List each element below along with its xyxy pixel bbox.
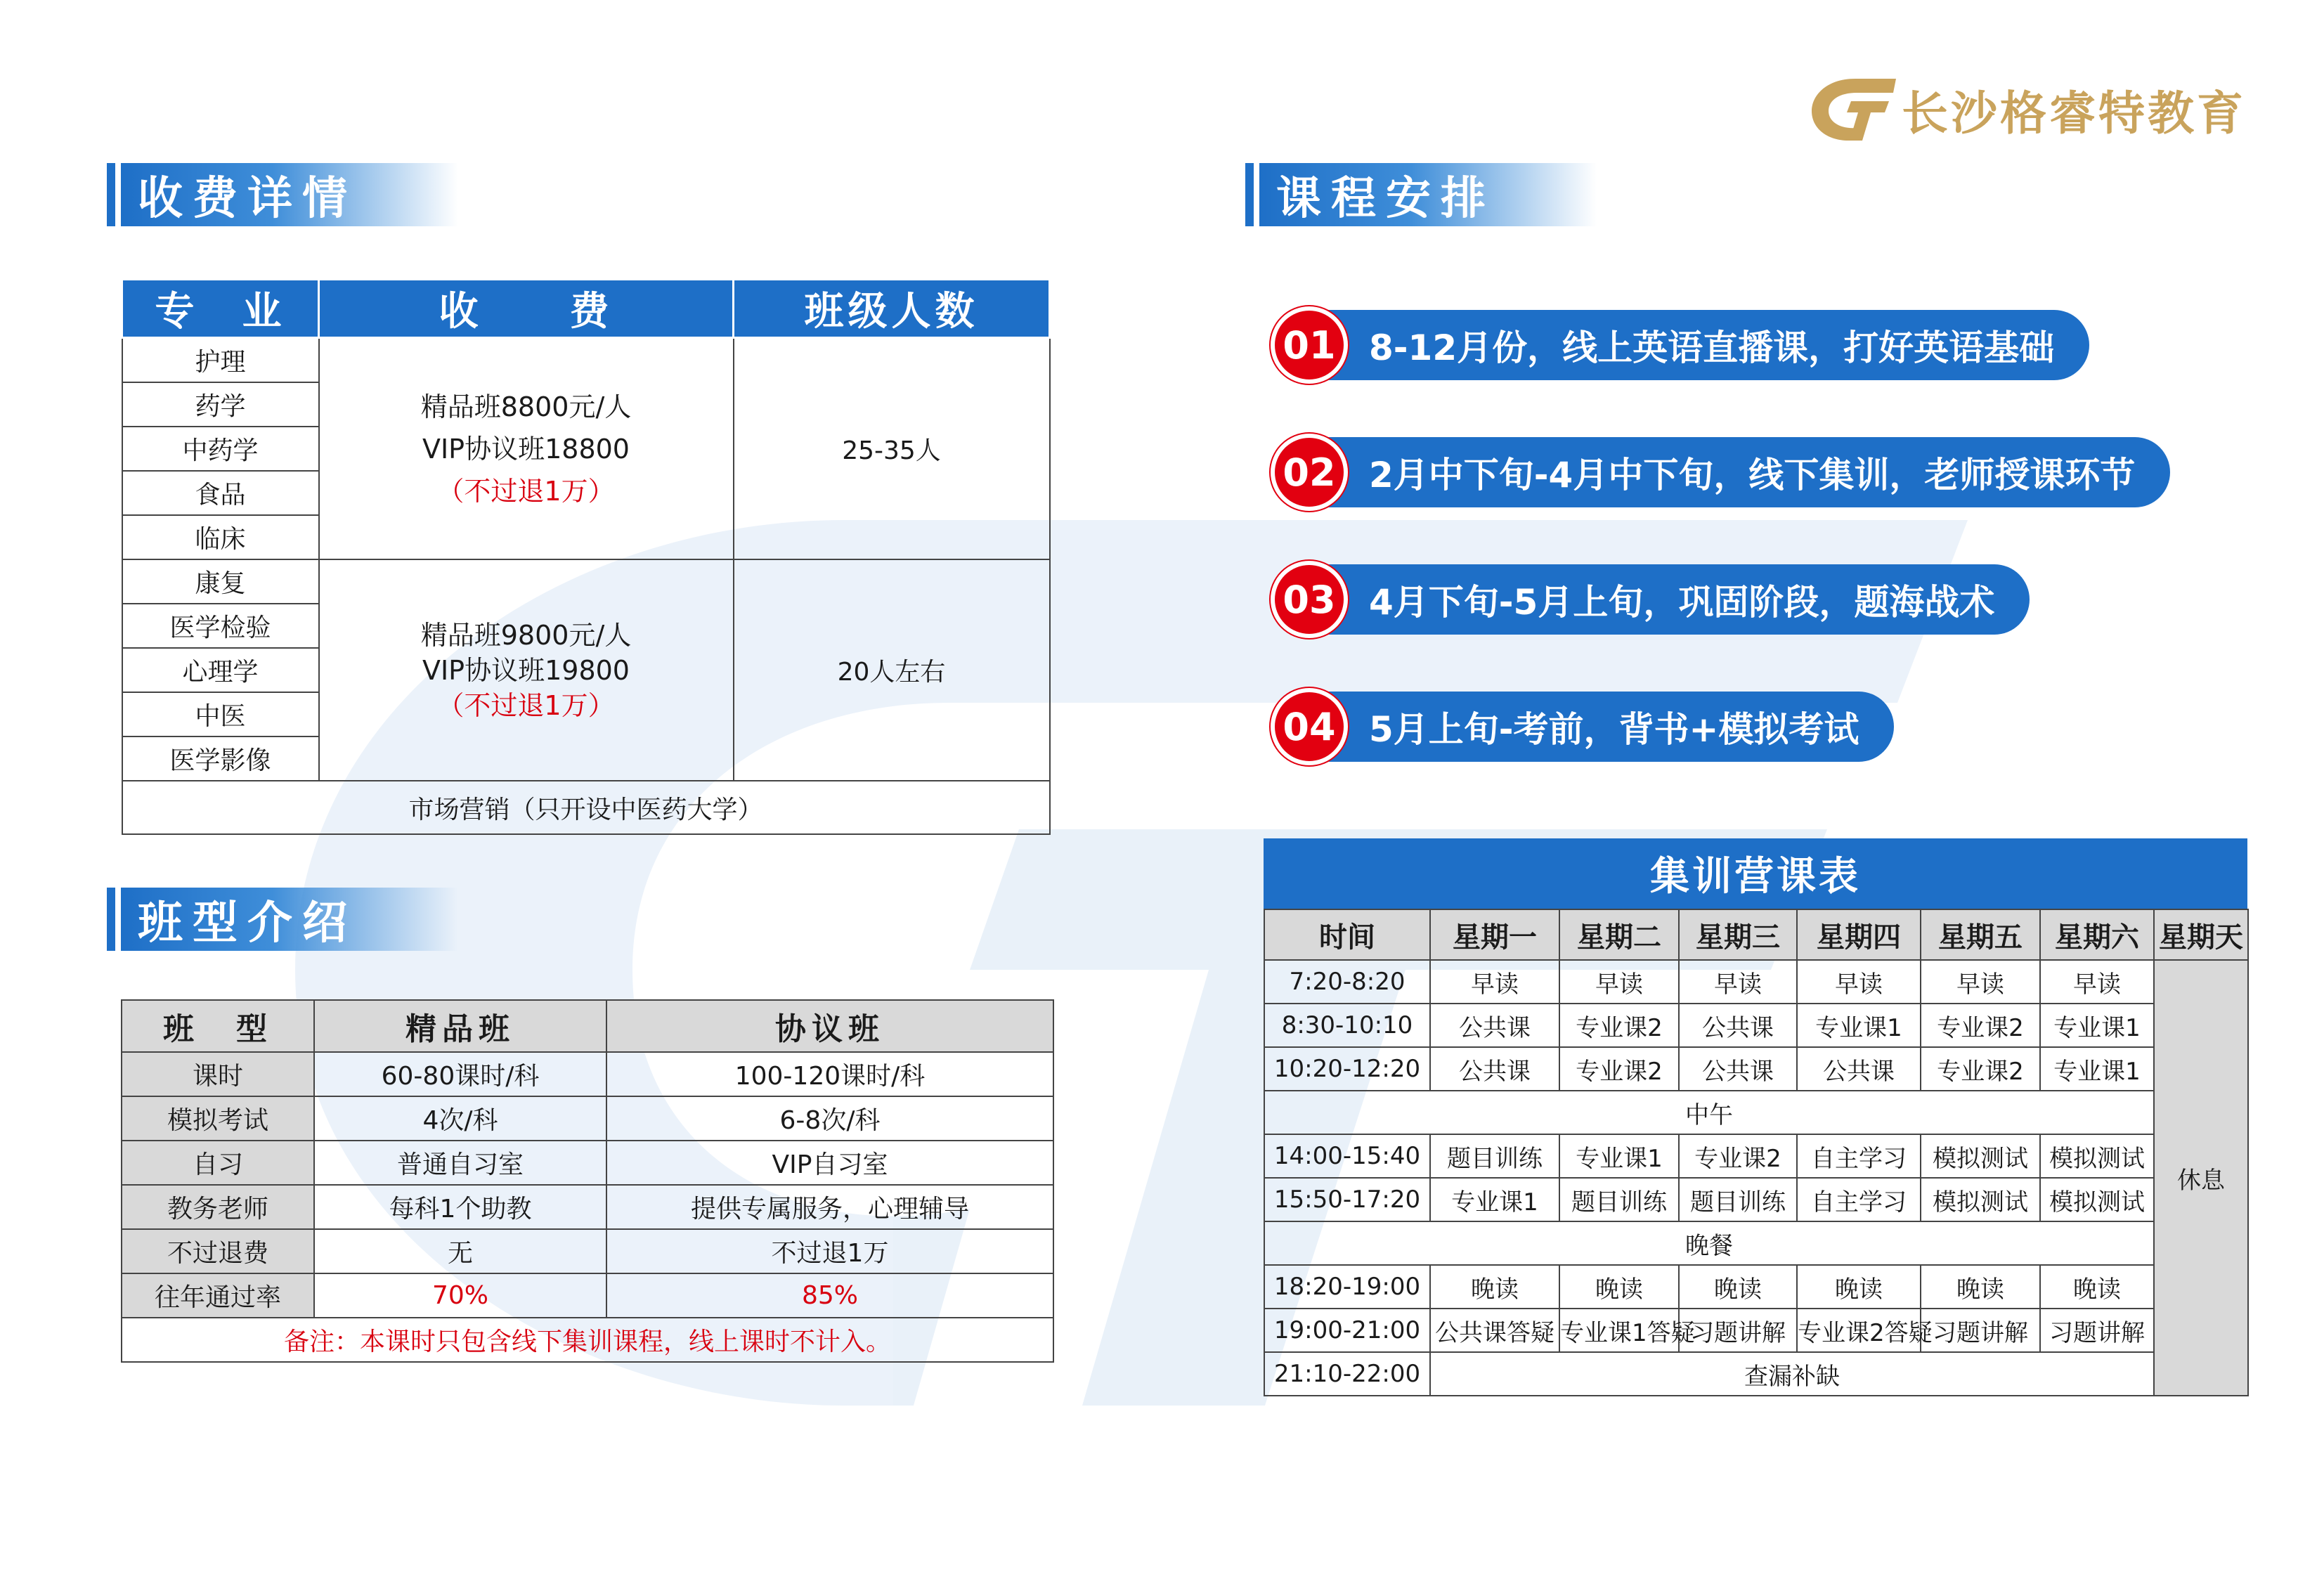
vip-cell: 提供专属服务，心理辅导 [606,1185,1053,1229]
step-bar [1320,692,1894,762]
table-row [122,1141,1053,1185]
schedule-cell: 早读 [1797,960,1921,1004]
schedule-cell: 晚读 [1430,1265,1559,1309]
step-bar [1320,437,2170,507]
schedule-cell: 公共课 [1797,1047,1921,1091]
break-row-dinner: 晚餐 [1264,1221,2154,1265]
header-sunday: 星期天 [2154,909,2248,960]
header-major: 专 业 [122,280,319,338]
major-cell: 医学检验 [122,604,319,648]
major-cell: 中医 [122,692,319,736]
premium-cell: 4次/科 [314,1096,606,1141]
major-cell: 食品 [122,471,319,515]
course-step-01 [1271,306,2089,384]
schedule-cell: 早读 [1921,960,2040,1004]
row-label: 教务老师 [122,1185,314,1229]
step-text: 2月中下旬-4月中下旬，线下集训，老师授课环节 [1369,455,2136,495]
schedule-cell: 题目训练 [1430,1134,1559,1178]
header-tuesday: 星期二 [1559,909,1679,960]
table-row [1264,1309,2248,1352]
schedule-cell: 早读 [2040,960,2154,1004]
vip-cell: 不过退1万 [606,1229,1053,1273]
row-label: 不过退费 [122,1229,314,1273]
header-class-type: 班 型 [122,1000,314,1052]
row-label: 模拟考试 [122,1096,314,1141]
table-row [1264,1047,2248,1091]
step-number-badge: 04 [1271,688,1348,765]
section-title-bg [121,888,458,951]
section-title-course-plan: 课程安排 [1276,173,1495,225]
step-text: 5月上旬-考前，背书+模拟考试 [1369,709,1859,750]
premium-cell: 无 [314,1229,606,1273]
schedule-cell: 早读 [1559,960,1679,1004]
header-friday: 星期五 [1921,909,2040,960]
time-cell: 21:10-22:00 [1264,1352,1430,1396]
fee-header-row [122,280,1050,338]
step-text: 8-12月份，线上英语直播课，打好英语基础 [1369,327,2055,368]
time-cell: 8:30-10:10 [1264,1004,1430,1047]
table-row [1264,1134,2248,1178]
schedule-cell: 习题讲解 [1921,1309,2040,1352]
schedule-cell: 专业课1答疑 [1559,1309,1679,1352]
table-row [122,1318,1053,1362]
fee-table [121,278,1051,835]
schedule-cell: 题目训练 [1679,1178,1797,1221]
section-bar [1245,163,1254,226]
schedule-cell: 公共课答疑 [1430,1309,1559,1352]
schedule-cell: 模拟测试 [2040,1178,2154,1221]
schedule-cell: 自主学习 [1797,1134,1921,1178]
table-row [122,559,1050,604]
price-cell-group2 [319,559,734,781]
price-line: 精品班9800元/人 [420,619,632,651]
table-row [1264,1221,2248,1265]
table-row [1264,1352,2248,1396]
course-step-03 [1271,561,2030,638]
schedule-cell: 公共课 [1679,1004,1797,1047]
schedule-cell: 晚读 [2040,1265,2154,1309]
schedule-cell: 专业课1 [1797,1004,1921,1047]
premium-cell: 普通自习室 [314,1141,606,1185]
vip-cell: 100-120课时/科 [606,1052,1053,1096]
row-label: 往年通过率 [122,1273,314,1318]
section-bar [107,163,115,226]
schedule-title: 集训营课表 [1264,838,2247,909]
header-monday: 星期一 [1430,909,1559,960]
brand-header [1806,70,2256,148]
schedule-cell: 专业课1 [2040,1047,2154,1091]
header-class-size: 班级人数 [734,280,1050,338]
course-step-02 [1271,434,2170,511]
vip-pass-rate: 85% [606,1273,1053,1318]
time-cell: 15:50-17:20 [1264,1178,1430,1221]
schedule-cell: 专业课1 [1430,1178,1559,1221]
price-cell-group1 [319,338,734,560]
schedule-cell: 公共课 [1679,1047,1797,1091]
schedule-cell: 专业课2 [1921,1047,2040,1091]
row-label: 自习 [122,1141,314,1185]
brand-name: 长沙格睿特教育 [1902,86,2246,141]
major-cell: 护理 [122,338,319,383]
schedule-cell: 晚读 [1921,1265,2040,1309]
section-title-fees: 收费详情 [138,173,357,225]
schedule-cell: 公共课 [1430,1004,1559,1047]
time-cell: 7:20-8:20 [1264,960,1430,1004]
fee-footer-note: 市场营销（只开设中医药大学） [122,781,1050,834]
header-premium-class: 精品班 [314,1000,606,1052]
section-title-bg [1259,163,1597,226]
major-cell: 心理学 [122,648,319,692]
section-title-class-types: 班型介绍 [138,897,357,949]
course-step-04 [1271,688,1894,765]
schedule-cell: 晚读 [1797,1265,1921,1309]
time-cell: 19:00-21:00 [1264,1309,1430,1352]
header-fee: 收 费 [319,280,734,338]
time-cell: 14:00-15:40 [1264,1134,1430,1178]
table-row [1264,1091,2248,1134]
table-row [122,1096,1053,1141]
time-cell: 18:20-19:00 [1264,1265,1430,1309]
price-note: （不过退1万） [437,475,615,507]
price-line: 精品班8800元/人 [420,391,632,422]
table-row [122,1052,1053,1096]
price-note: （不过退1万） [437,689,615,721]
section-header-class-types [107,888,458,951]
table-row [122,781,1050,834]
header-saturday: 星期六 [2040,909,2154,960]
major-cell: 康复 [122,559,319,604]
class-type-note: 备注：本课时只包含线下集训课程，线上课时不计入。 [122,1318,1053,1362]
schedule-cell: 晚读 [1679,1265,1797,1309]
schedule-cell: 专业课2 [1559,1004,1679,1047]
break-row-noon: 中午 [1264,1091,2154,1134]
major-cell: 临床 [122,515,319,559]
table-row [1264,1178,2248,1221]
class-size-group1: 25-35人 [734,338,1050,560]
schedule-cell: 题目训练 [1559,1178,1679,1221]
schedule-cell: 专业课1 [1559,1134,1679,1178]
sunday-rest-cell: 休息 [2154,960,2248,1396]
table-row [122,1273,1053,1318]
header-agreement-class: 协议班 [606,1000,1053,1052]
header-time: 时间 [1264,909,1430,960]
header-thursday: 星期四 [1797,909,1921,960]
time-cell: 10:20-12:20 [1264,1047,1430,1091]
schedule-cell: 晚读 [1559,1265,1679,1309]
class-type-table [121,999,1054,1363]
schedule-cell: 专业课2答疑 [1797,1309,1921,1352]
schedule-cell: 习题讲解 [1679,1309,1797,1352]
schedule-cell: 早读 [1679,960,1797,1004]
schedule-cell: 模拟测试 [2040,1134,2154,1178]
schedule-cell: 专业课2 [1921,1004,2040,1047]
schedule-table [1264,909,2249,1396]
section-bar [107,888,115,951]
table-row [122,1229,1053,1273]
class-size-group2: 20人左右 [734,559,1050,781]
premium-pass-rate: 70% [314,1273,606,1318]
major-cell: 药学 [122,382,319,427]
step-bar [1320,564,2030,635]
premium-cell: 每科1个助教 [314,1185,606,1229]
schedule-header-row [1264,909,2248,960]
step-number-badge: 02 [1271,434,1348,511]
header-wednesday: 星期三 [1679,909,1797,960]
schedule-cell: 专业课2 [1559,1047,1679,1091]
section-header-course-plan [1245,163,1597,226]
price-line: VIP协议班19800 [422,654,630,686]
schedule-full-cell: 查漏补缺 [1430,1352,2154,1396]
schedule-cell: 习题讲解 [2040,1309,2154,1352]
table-row [122,338,1050,383]
schedule-cell: 专业课2 [1679,1134,1797,1178]
class-type-header-row [122,1000,1053,1052]
step-text: 4月下旬-5月上旬，巩固阶段，题海战术 [1369,582,1995,623]
section-title-bg [121,163,458,226]
schedule-cell: 模拟测试 [1921,1134,2040,1178]
section-header-fees [107,163,458,226]
schedule-cell: 公共课 [1430,1047,1559,1091]
table-row [1264,960,2248,1004]
table-row [1264,1004,2248,1047]
price-line: VIP协议班18800 [422,433,630,465]
premium-cell: 60-80课时/科 [314,1052,606,1096]
table-row [122,1185,1053,1229]
schedule-cell: 模拟测试 [1921,1178,2040,1221]
step-number-badge: 03 [1271,561,1348,638]
vip-cell: 6-8次/科 [606,1096,1053,1141]
schedule-cell: 早读 [1430,960,1559,1004]
major-cell: 中药学 [122,427,319,471]
schedule-cell: 专业课1 [2040,1004,2154,1047]
step-number-badge: 01 [1271,306,1348,384]
major-cell: 医学影像 [122,736,319,781]
table-row [1264,1265,2248,1309]
schedule-cell: 自主学习 [1797,1178,1921,1221]
vip-cell: VIP自习室 [606,1141,1053,1185]
brand-logo-icon [1806,70,1897,148]
row-label: 课时 [122,1052,314,1096]
step-bar [1320,310,2089,380]
